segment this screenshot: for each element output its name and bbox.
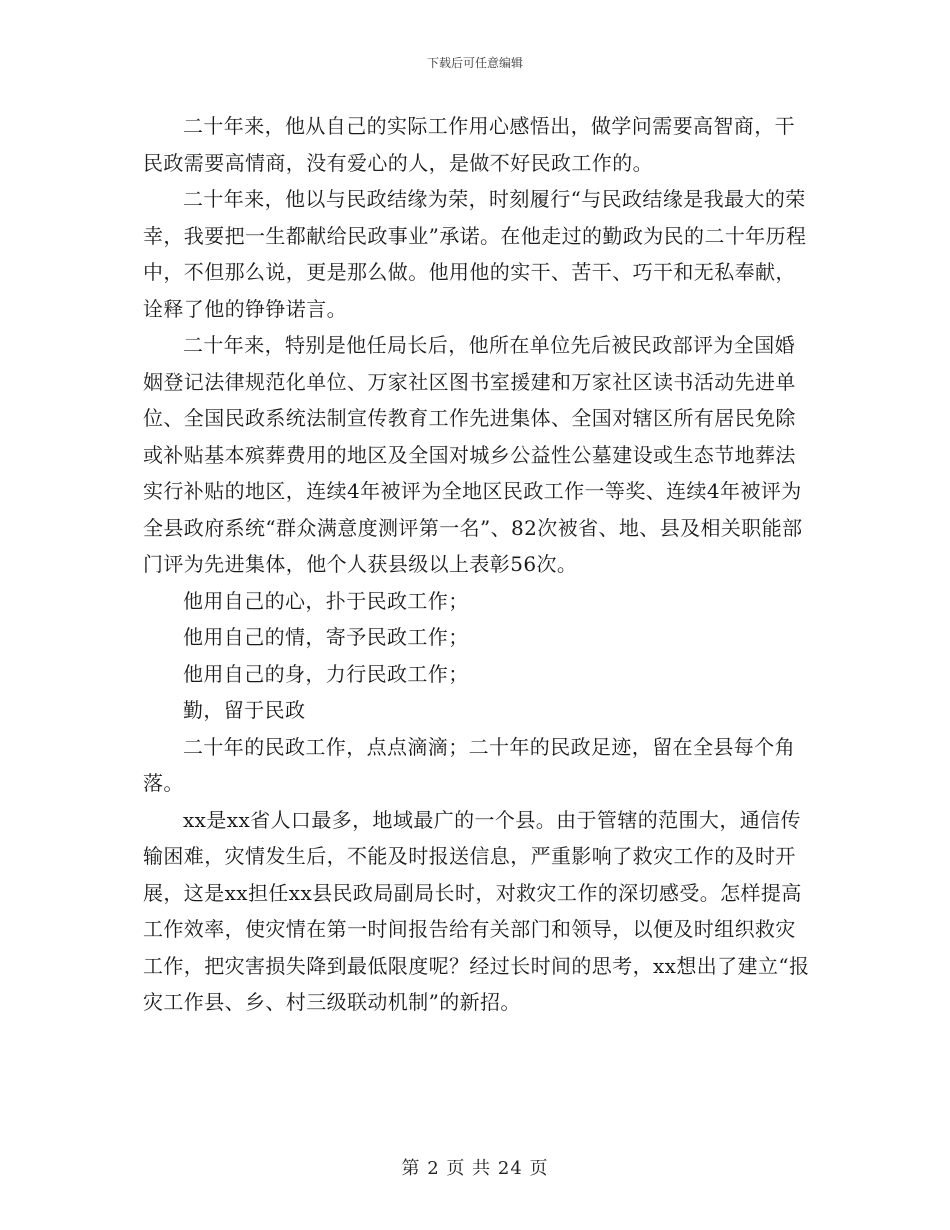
footer-label-of: 页 共 <box>446 1158 492 1179</box>
page-footer <box>0 1154 950 1180</box>
paragraph-7: 二十年的民政工作，点点滴滴；二十年的民政足迹，留在全县每个角落。 <box>143 734 795 795</box>
section-heading: 勤，留于民政 <box>183 698 306 722</box>
footer-current-page: 2 <box>427 1158 440 1179</box>
page-header: 下载后可任意编辑 <box>426 56 523 70</box>
footer-label-end: 页 <box>529 1158 549 1179</box>
footer-label-page: 第 <box>401 1158 421 1179</box>
document-body <box>143 108 815 1021</box>
footer-total-pages: 24 <box>497 1158 523 1179</box>
paragraph-4: 他用自己的心，扑于民政工作； <box>183 588 469 613</box>
paragraph-2: 二十年来，他以与民政结缘为荣，时刻履行“与民政结缘是我最大的荣幸，我要把一生都献给民政事业”承诺。在他走过的勤政为民的二十年历程中，不但那么说，更是那么做。他用他的实干、苦干、巧干和无私奉献，诠释了他的铮铮诺言。 <box>143 187 807 321</box>
paragraph-3: 二十年来，特别是他任局长后，他所在单位先后被民政部评为全国婚姻登记法律规范化单位、万家社区图书室援建和万家社区读书活动先进单位、全国民政系统法制宣传教育工作先进集体、全国对辖区所有居民免除或补贴基本殡葬费用的地区及全国对城乡公益性公墓建设或生态节地葬法实行补贴的地区，连续4年被评为全地区民政工作一等奖、连续4年被评为全县政府系统“群众满意度测评第一名”、82次被省、地、县及相关职能部门评为先进集体，他个人获县级以上表彰56次。 <box>143 333 803 576</box>
paragraph-5: 他用自己的情，寄予民政工作； <box>183 625 469 649</box>
paragraph-1: 二十年来，他从自己的实际工作用心感悟出，做学问需要高智商，干民政需要高情商，没有爱心的人，是做不好民政工作的。 <box>143 114 795 175</box>
paragraph-8: xx是xx省人口最多，地域最广的一个县。由于管辖的范围大，通信传输困难，灾情发生后，不能及时报送信息，严重影响了救灾工作的及时开展，这是xx担任xx县民政局副局长时，对救灾工作的深切感受。怎样提高工作效率，使灾情在第一时间报告给有关部门和领导，以便及时组织救灾工作，把灾害损失降到最低限度呢？经过长时间的思考，xx想出了建立“报灾工作县、乡、村三级联动机制”的新招。 <box>143 807 810 1014</box>
paragraph-6: 他用自己的身，力行民政工作； <box>183 661 469 686</box>
